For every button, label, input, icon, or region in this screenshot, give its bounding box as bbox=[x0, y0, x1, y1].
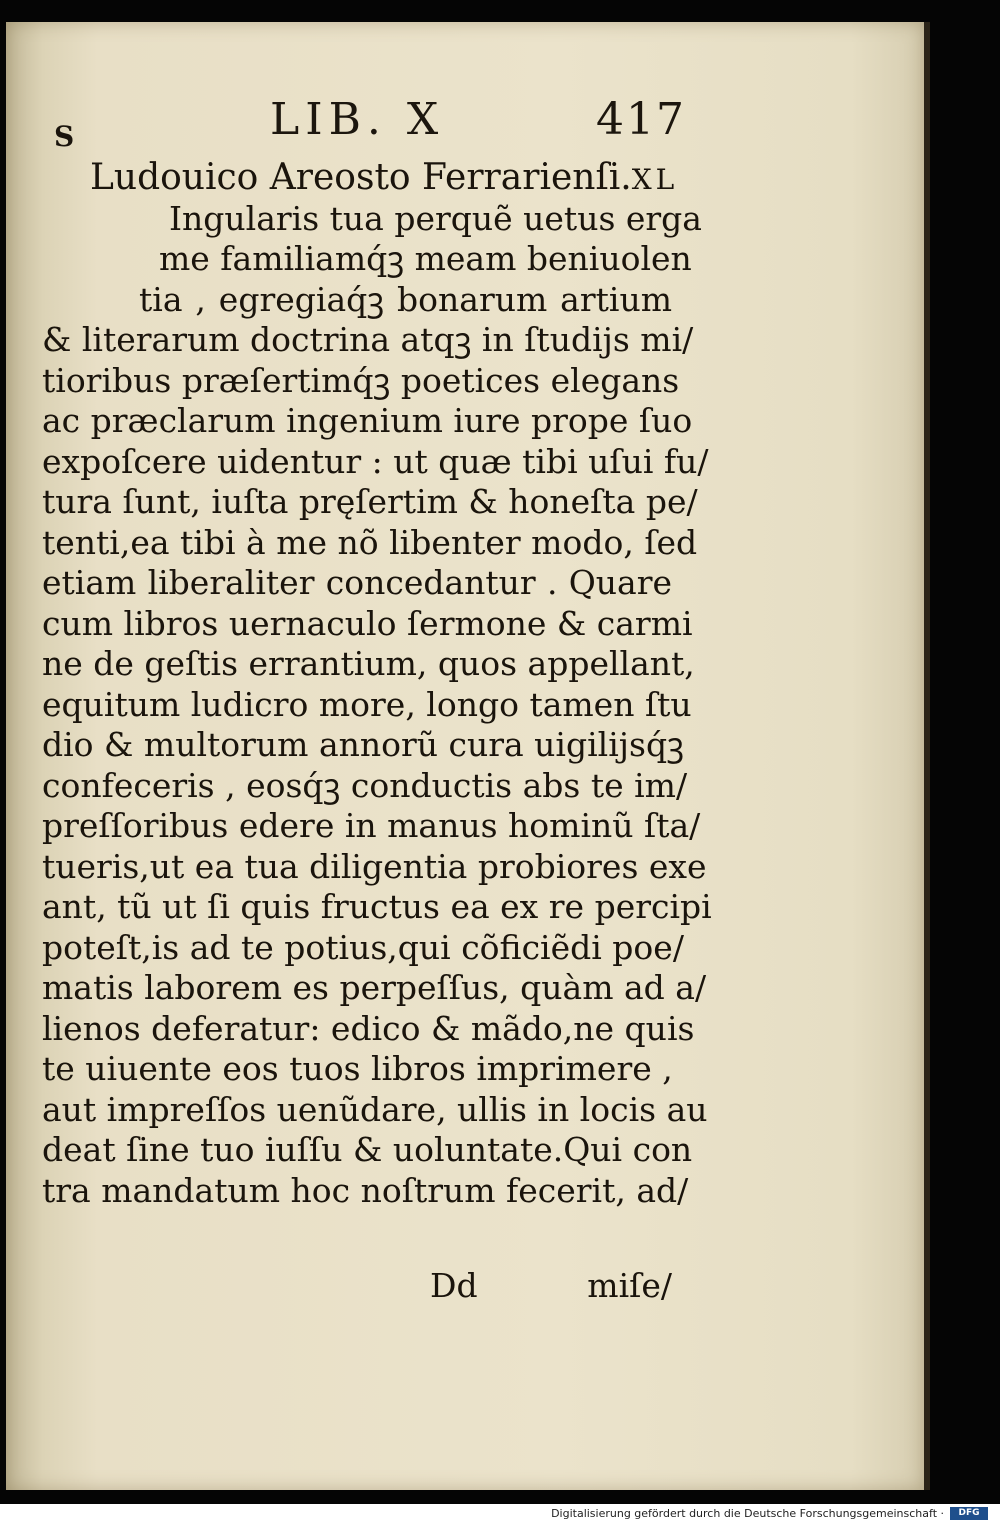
text-line: ant, tũ ut ſi quis fructus ea ex re percipi bbox=[42, 887, 712, 926]
letter-text bbox=[42, 157, 712, 1211]
text-line: lienos deferatur: edico & mãdo,ne quis bbox=[42, 1008, 695, 1048]
letter-title: Ludouico Areosto Ferrarienſi. bbox=[90, 157, 632, 198]
text-line: tueris,ut ea tua diligentia probiores exe bbox=[42, 846, 707, 886]
page-number: 417 bbox=[596, 94, 686, 145]
text-line: aut impreſſos uenũdare, ullis in locis au bbox=[42, 1089, 708, 1129]
text-line: me familiamq́ꝫ meam beniuolen bbox=[159, 239, 692, 278]
letter-number: XL bbox=[631, 163, 679, 196]
text-line: tioribus præſertimq́ꝫ poetices elegans bbox=[42, 360, 680, 400]
text-line: confeceris , eosq́ꝫ conductis abs te im/ bbox=[42, 765, 688, 805]
text-line: tia , egregiaq́ꝫ bonarum artium bbox=[139, 279, 672, 319]
text-line: etiam liberaliter concedantur . Quare bbox=[42, 563, 672, 602]
page-edge bbox=[924, 22, 930, 1490]
funding-credit: Digitalisierung gefördert durch die Deutsche Forschungsgemeinschaft · bbox=[551, 1507, 944, 1520]
signature-catchword-line bbox=[430, 1266, 672, 1310]
text-line: expoſcere uidentur : ut quæ tibi uſui fu/ bbox=[42, 441, 709, 481]
text-line: preſſoribus edere in manus hominũ ſta/ bbox=[42, 806, 701, 845]
text-line: te uiuente eos tuos libros imprimere , bbox=[42, 1049, 673, 1088]
text-line: Ingularis tua perquẽ uetus erga bbox=[169, 198, 702, 238]
dfg-logo: DFG bbox=[950, 1507, 988, 1520]
footer-bar bbox=[0, 1504, 1000, 1524]
text-line: equitum ludicro more, longo tamen ſtu bbox=[42, 684, 692, 724]
catchword: miſe/ bbox=[587, 1266, 672, 1305]
text-line: ac præclarum ingenium iure prope ſuo bbox=[42, 401, 693, 440]
text-line: tura ſunt, iuſta pręſertim & honeſta pe/ bbox=[42, 482, 698, 521]
signature-mark: Dd bbox=[430, 1266, 478, 1305]
text-line: dio & multorum annorũ cura uigilijsq́ꝫ bbox=[42, 725, 684, 764]
page-header bbox=[6, 94, 924, 154]
text-line: cum libros uernaculo ſermone & carmi bbox=[42, 603, 693, 643]
initial-letter: S bbox=[54, 120, 75, 153]
running-head: LIB. X bbox=[270, 94, 445, 145]
book-page bbox=[6, 22, 924, 1490]
text-line: & literarum doctrina atqꝫ in ſtudijs mi/ bbox=[42, 320, 694, 359]
text-line: deat ſine tuo iuſſu & uoluntate.Qui con bbox=[42, 1130, 693, 1169]
text-line: tra mandatum hoc noſtrum fecerit, ad/ bbox=[42, 1170, 689, 1210]
text-line: poteſt,is ad te potius,qui cõficiẽdi poe/ bbox=[42, 927, 684, 967]
text-line: matis laborem es perpeſſus, quàm ad a/ bbox=[42, 968, 707, 1007]
text-line: tenti,ea tibi à me nõ libenter modo, ſed bbox=[42, 522, 698, 562]
text-line: ne de geſtis errantium, quos appellant, bbox=[42, 644, 695, 683]
letter-title-line bbox=[42, 157, 679, 199]
